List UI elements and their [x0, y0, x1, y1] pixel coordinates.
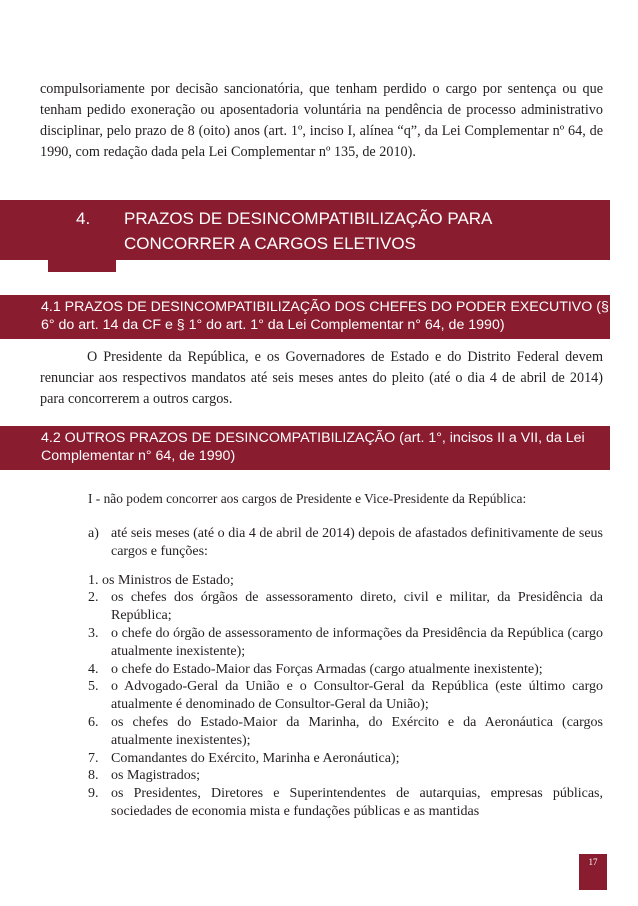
list-item [88, 714, 603, 750]
list-item-label: 2. [88, 590, 99, 606]
list-item [88, 785, 603, 821]
list-item [88, 661, 603, 679]
list-item-text: até seis meses (até o dia 4 de abril de 2014) depois de afastados definitivamente de seus cargos e funções: [111, 526, 603, 559]
list-item-label: 5. [88, 679, 99, 695]
subsection-4-1-heading: 4.1 PRAZOS DE DESINCOMPATIBILIZAÇÃO DOS CHEFES DO PODER EXECUTIVO (§ 6° do art. 14 da CF e § 1° do art. 1° da Lei Complementar n° 64, de 1990) [0, 295, 610, 339]
list-item-text: o chefe do órgão de assessoramento de informações da Presidência da República (cargo atualmente inexistente); [111, 625, 603, 659]
list-item-label: 7. [88, 750, 99, 766]
list-item-text: os chefes do Estado-Maior da Marinha, do Exército e da Aeronáutica (cargos atualmente inexistentes); [111, 714, 603, 748]
list-item [88, 525, 603, 561]
section-heading-band [0, 200, 638, 274]
list-item [88, 678, 603, 714]
subsection-4-2-intro: I - não podem concorrer aos cargos de Presidente e Vice-Presidente da República: [88, 491, 527, 506]
list-item-text: o Advogado-Geral da União e o Consultor-Geral da República (este último cargo atualmente é denominado de Consultor-Geral da União); [111, 679, 603, 713]
list-item [88, 572, 603, 590]
incompatibility-list [88, 525, 603, 821]
page-number: 17 [579, 854, 607, 890]
list-item [88, 767, 603, 785]
list-item-label: 6. [88, 714, 99, 730]
list-item [88, 750, 603, 768]
list-item-text: o chefe do Estado-Maior das Forças Armadas (cargo atualmente inexistente); [111, 661, 543, 677]
section-title: PRAZOS DE DESINCOMPATIBILIZAÇÃO PARA CONCORRER A CARGOS ELETIVOS [124, 209, 492, 253]
list-item-text: os Magistrados; [111, 768, 201, 784]
list-item-text: os Presidentes, Diretores e Superintendentes de autarquias, empresas públicas, sociedades de economia mista e fundações públicas e as mantidas [111, 786, 603, 819]
intro-paragraph: compulsoriamente por decisão sancionatória, que tenham perdido o cargo por sentença ou que tenham pedido exoneração ou aposentadoria voluntária na pendência de processo administrativo disciplinar, pelo prazo de 8 (oito) anos (art. 1º, inciso I, alínea “q”, da Lei Complementar nº 64, de 1990, com redação dada pela Lei Complementar nº 135, de 2010). [40, 81, 603, 160]
list-item-text: Comandantes do Exército, Marinha e Aeronáutica); [111, 750, 400, 766]
section-number: 4. [76, 209, 91, 228]
list-item-label: 9. [88, 786, 99, 802]
list-item-label: a) [88, 526, 99, 541]
list-item-label: 3. [88, 625, 99, 641]
list-item-text: os Ministros de Estado; [102, 572, 234, 588]
list-item [88, 589, 603, 625]
subsection-4-1-body: O Presidente da República, e os Governadores de Estado e do Distrito Federal devem renunciar aos respectivos mandatos até seis meses antes do pleito (até o dia 4 de abril de 2014) para concorrerem a outros cargos. [40, 349, 603, 407]
list-item-label: 4. [88, 661, 99, 677]
list-item [88, 625, 603, 661]
list-item-label: 8. [88, 768, 99, 784]
section-heading-tab [48, 258, 116, 272]
list-item-label: 1. [88, 572, 99, 588]
list-item-text: os chefes dos órgãos de assessoramento direto, civil e militar, da Presidência da República; [111, 590, 603, 624]
subsection-4-2-heading: 4.2 OUTROS PRAZOS DE DESINCOMPATIBILIZAÇÃO (art. 1°, incisos II a VII, da Lei Complementar n° 64, de 1990) [0, 426, 610, 470]
